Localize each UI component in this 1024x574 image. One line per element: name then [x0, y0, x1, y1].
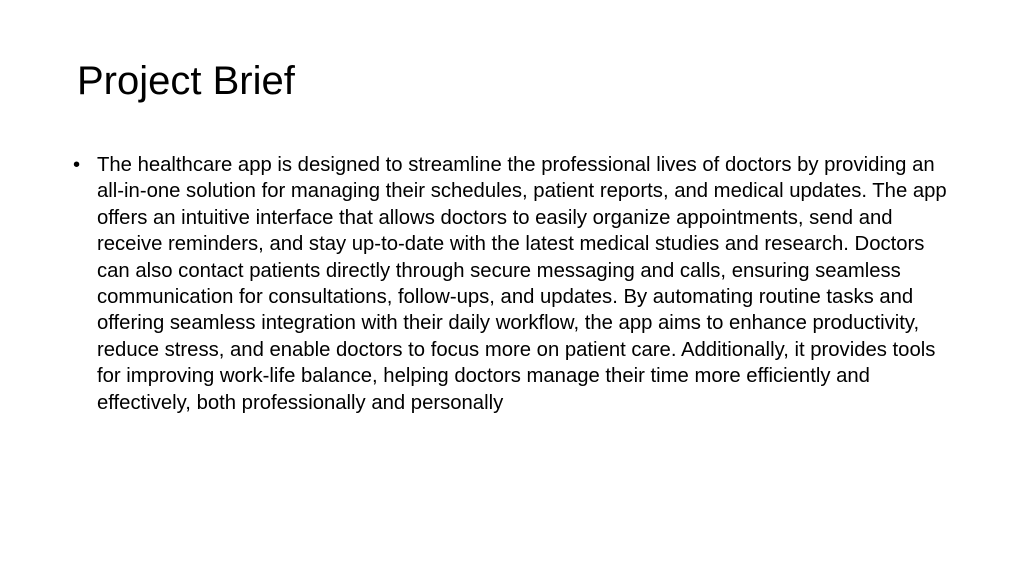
slide-title: Project Brief: [77, 59, 295, 103]
bullet-text: The healthcare app is designed to streamline the professional lives of doctors by providing an all-in-one solution for managing their schedules, patient reports, and medical updates. The app offers an intuitive interface that allows doctors to easily organize appointments, send and receive reminders, and stay up-to-date with the latest medical studies and research. Doctors can also contact patients directly through secure messaging and calls, ensuring seamless communication for consultations, follow-ups, and updates. By automating routine tasks and offering seamless integration with their daily workflow, the app aims to enhance productivity, reduce stress, and enable doctors to focus more on patient care. Additionally, it provides tools for improving work-life balance, helping doctors manage their time more efficiently and effectively, both professionally and personally: [97, 154, 947, 414]
bullet-marker: •: [73, 154, 81, 176]
bullet-item: [73, 152, 953, 416]
bullet-list: [73, 152, 953, 416]
